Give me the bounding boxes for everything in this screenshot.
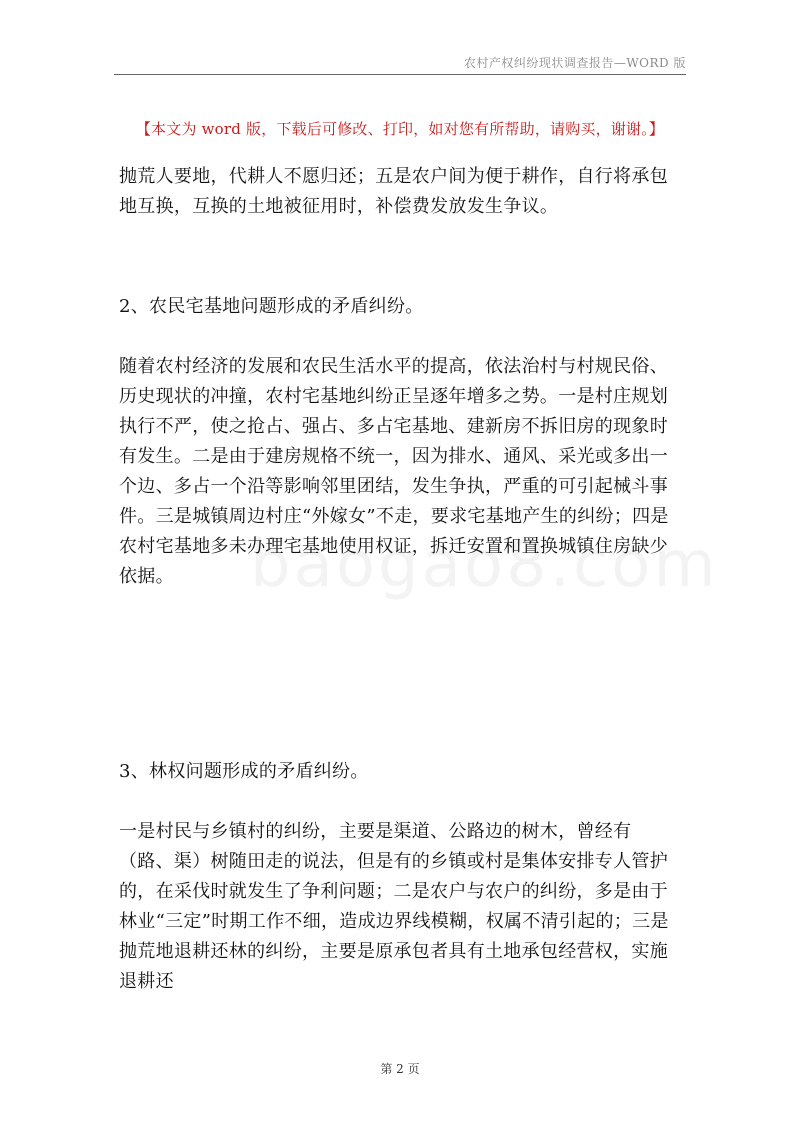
page-number: 第 2 页	[380, 1062, 420, 1076]
paragraph-text: 随着农村经济的发展和农民生活水平的提高，依法治村与村规民俗、历史现状的冲撞，农村宅基地纠纷正呈逐年增多之势。一是村庄规划执行不严，使之抢占、强占、多占宅基地、建新房不拆旧房的现象时有发生。二是由于建房规格不统一，因为排水、通风、采光或多出一个边、多占一个沿等影响邻里团结，发生争执，严重的可引起械斗事件。三是城镇周边村庄“外嫁女”不走，要求宅基地产生的纠纷；四是农村宅基地多未办理宅基地使用权证，拆迁安置和置换城镇住房缺少依据。	[119, 356, 669, 587]
section-heading-2	[119, 292, 684, 322]
paragraph-3	[119, 817, 684, 997]
paragraph-text: 一是村民与乡镇村的纠纷，主要是渠道、公路边的树木，曾经有（路、渠）树随田走的说法，但是有的乡镇或村是集体安排专人管护的，在采伐时就发生了争利问题；二是农户与农户的纠纷，多是由于林业“三定”时期工作不细，造成边界线模糊，权属不清引起的；三是抛荒地退耕还林的纠纷，主要是原承包者具有土地承包经营权，实施退耕还	[119, 821, 669, 992]
section-heading-3	[119, 757, 684, 787]
paragraph-text: 抛荒人要地，代耕人不愿归还；五是农户间为便于耕作，自行将承包地互换，互换的土地被征用时，补偿费发放发生争议。	[119, 166, 668, 217]
download-notice: 【本文为 word 版，下载后可修改、打印，如对您有所帮助，请购买，谢谢。】	[135, 120, 665, 138]
page-header-title: 农村产权纠纷现状调查报告—WORD 版	[463, 56, 686, 70]
paragraph-1	[119, 162, 684, 222]
paragraph-2	[119, 352, 684, 592]
heading-text: 2、农民宅基地问题形成的矛盾纠纷。	[119, 296, 424, 317]
header-divider	[114, 74, 686, 75]
heading-text: 3、林权问题形成的矛盾纠纷。	[119, 761, 369, 782]
